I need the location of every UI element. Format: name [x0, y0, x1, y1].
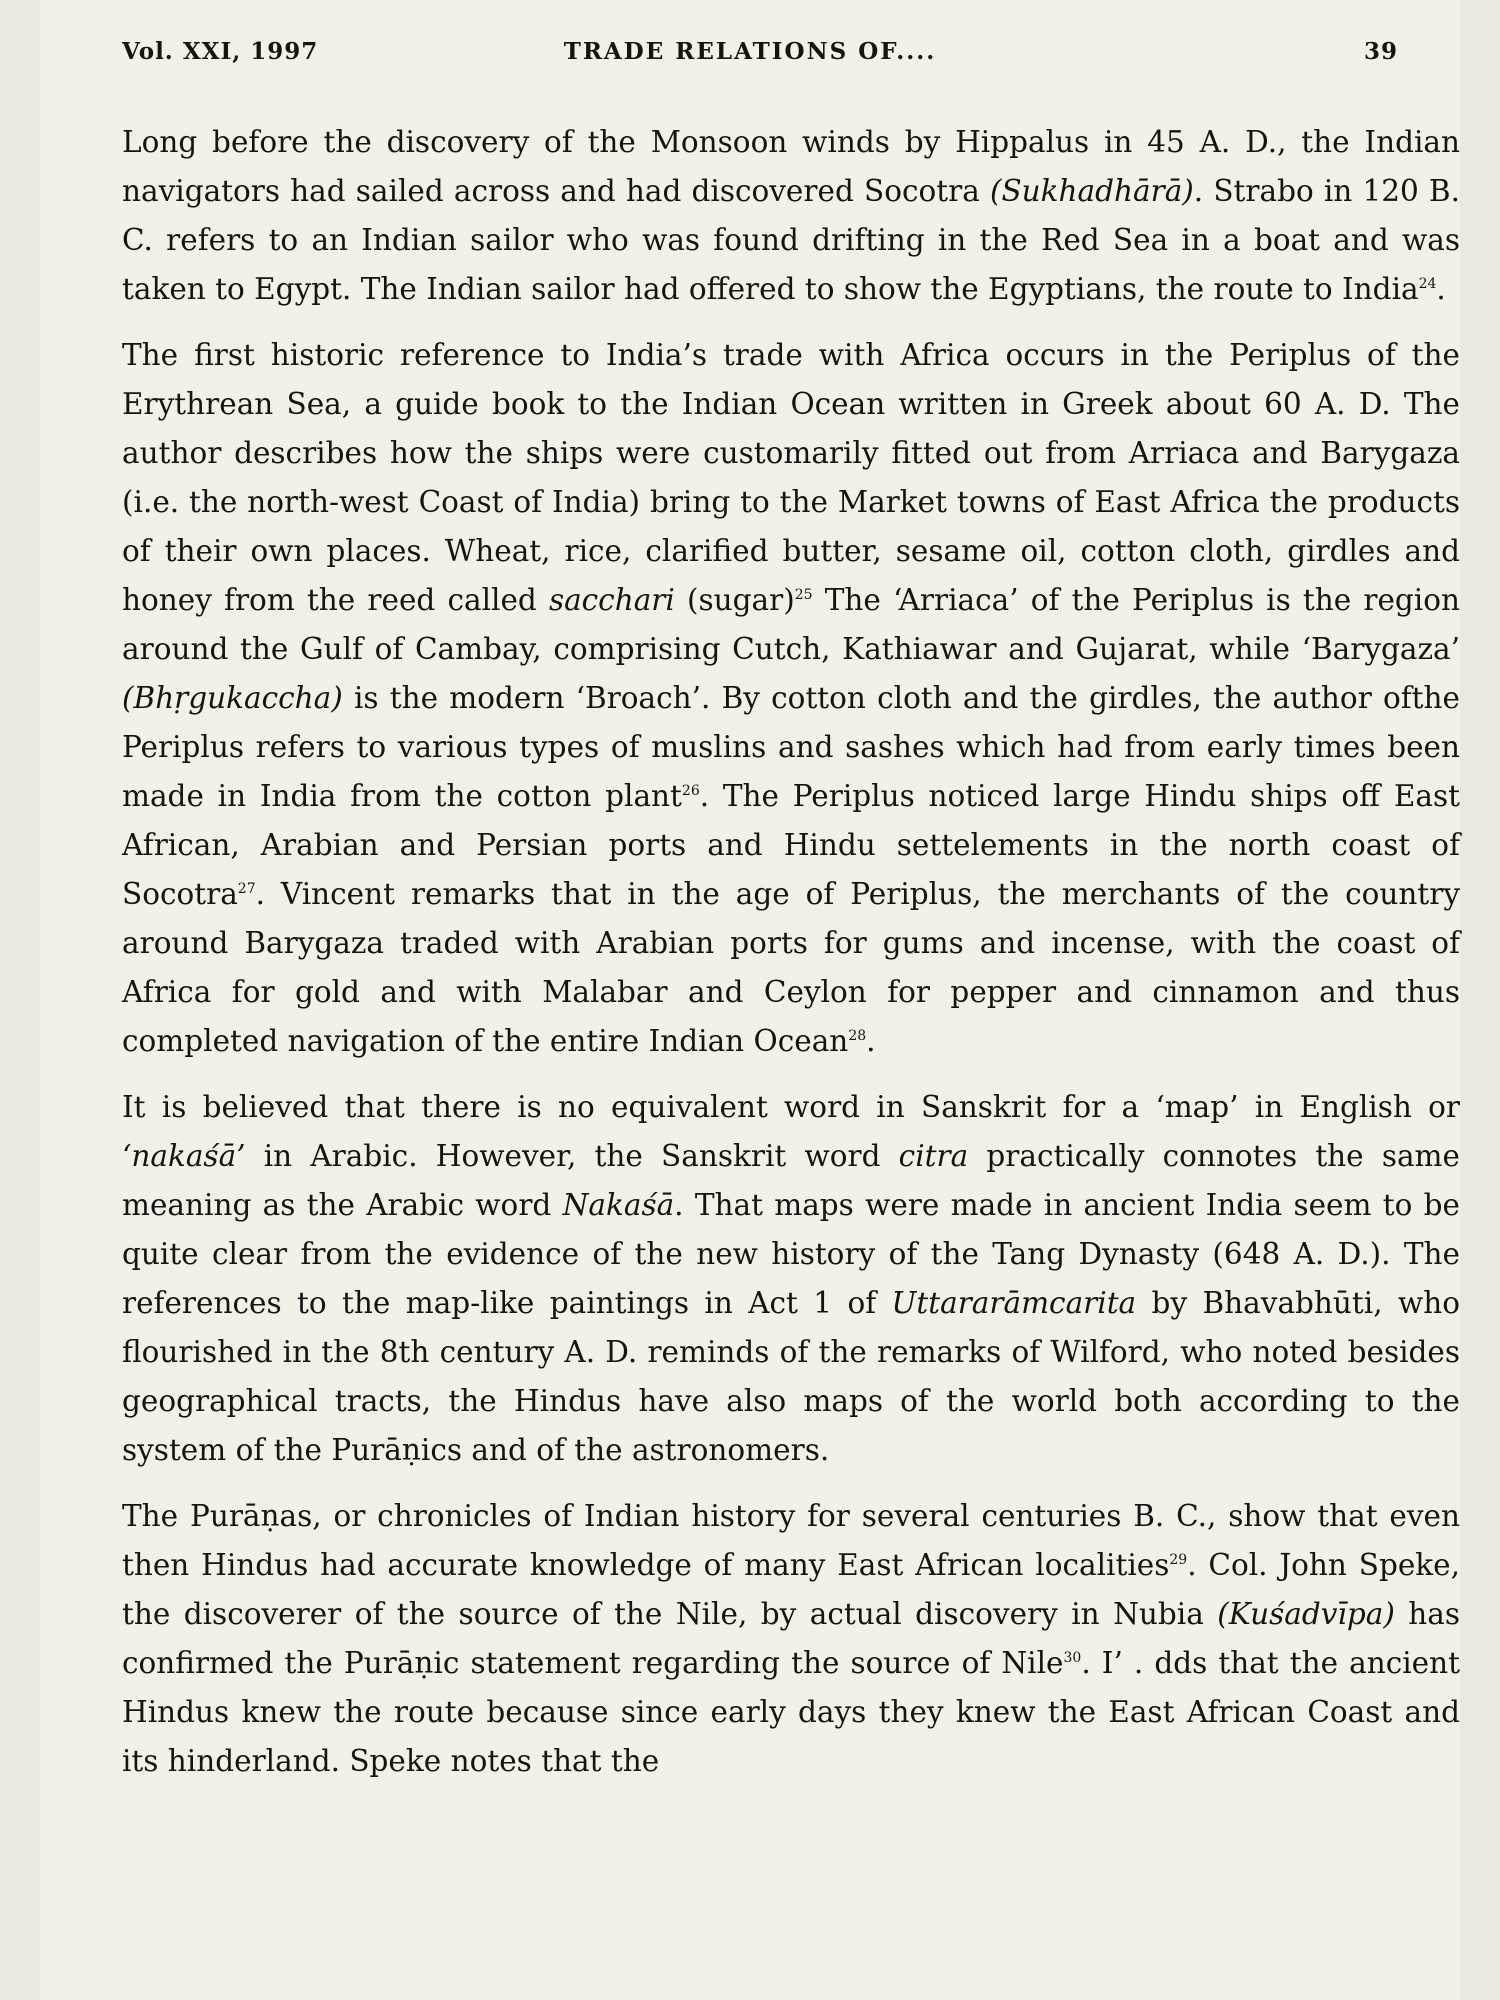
- book-page: [40, 0, 1460, 2000]
- running-header: [82, 38, 1418, 78]
- paragraph: [122, 118, 1460, 314]
- footnote-ref: 28: [848, 1028, 867, 1045]
- paragraph: [122, 1492, 1460, 1786]
- italic-term: citra: [898, 1139, 969, 1173]
- article-title: TRADE RELATIONS OF....: [563, 38, 937, 65]
- text-run: is the modern ‘Broach’. By cotton cloth and the girdles, the author ofthe Periplus refers to various types of muslins and sashes which had from early times been made in India from the cotton plant: [122, 681, 1460, 813]
- italic-term: sacchari: [548, 583, 675, 617]
- footnote-ref: 24: [1418, 276, 1437, 293]
- paragraph: [122, 1083, 1460, 1475]
- text-run: .: [1436, 272, 1446, 306]
- body-text: [122, 118, 1460, 1803]
- italic-term: ‘nakaśā’: [122, 1139, 246, 1173]
- footnote-ref: 29: [1169, 1552, 1188, 1569]
- text-run: has confirmed the Purāṇic statement regarding the source of Nile: [122, 1597, 1461, 1680]
- text-run: in Arabic. However, the Sanskrit word: [245, 1139, 899, 1173]
- page-number: 39: [1363, 38, 1398, 65]
- italic-term: (Kuśadvīpa): [1217, 1597, 1395, 1631]
- text-run: It is believed that there is no equivalent word in Sanskrit for a ‘map’ in English or: [122, 1090, 1460, 1124]
- text-run: The first historic reference to India’s trade with Africa occurs in the Periplus of the Erythrean Sea, a guide book to the Indian Ocean written in Greek about 60 A. D. The author describes how the ships were customarily fitted out from Arriaca and Barygaza (i.e. the north-west Coast of India) bring to the Market towns of East Africa the products of their own places. Wheat, rice, clarified butter, sesame oil, cotton cloth, girdles and honey from the reed called: [122, 338, 1460, 617]
- text-run: by Bhavabhūti, who flourished in the 8th century A. D. reminds of the remarks of Wilford, who noted besides geographical tracts, the Hindus have also maps of the world both according to the system of the Purāṇics and of the astronomers.: [122, 1286, 1460, 1467]
- text-run: The Purāṇas, or chronicles of Indian history for several centuries B. C., show that even then Hindus had accurate knowledge of many East African localities: [122, 1499, 1460, 1582]
- italic-term: (Bhṛgukaccha): [122, 681, 343, 715]
- text-run: practically connotes the same meaning as the Arabic word: [122, 1139, 1460, 1222]
- italic-term: (Sukhadhārā): [989, 174, 1194, 208]
- footnote-ref: 30: [1063, 1650, 1082, 1667]
- footnote-ref: 26: [681, 783, 700, 800]
- paragraph: [122, 331, 1460, 1066]
- italic-term: Nakaśā: [562, 1188, 675, 1222]
- footnote-ref: 25: [794, 587, 813, 604]
- italic-term: Uttararāmcarita: [891, 1286, 1137, 1320]
- text-run: . That maps were made in ancient India seem to be quite clear from the evidence of the new history of the Tang Dynasty (648 A. D.). The references to the map-like paintings in Act 1 of: [122, 1188, 1460, 1320]
- text-run: . I’ . dds that the ancient Hindus knew the route because since early days they knew the East African Coast and its hinderland. Speke notes that the: [122, 1646, 1460, 1778]
- text-run: .: [866, 1024, 876, 1058]
- text-run: (sugar): [674, 583, 795, 617]
- text-run: . Vincent remarks that in the age of Periplus, the merchants of the country around Barygaza traded with Arabian ports for gums and incense, with the coast of Africa for gold and with Malabar and Ceylon for pepper and cinnamon and thus completed navigation of the entire Indian Ocean: [122, 877, 1460, 1058]
- volume-label: Vol. XXI, 1997: [122, 38, 319, 65]
- text-run: The ‘Arriaca’ of the Periplus is the region around the Gulf of Cambay, comprising Cutch, Kathiawar and Gujarat, while ‘Barygaza’: [122, 583, 1461, 666]
- text-run: . Col. John Speke, the discoverer of the source of the Nile, by actual discovery in Nubia: [122, 1548, 1460, 1631]
- text-run: Long before the discovery of the Monsoon winds by Hippalus in 45 A. D., the Indian navigators had sailed across and had discovered Socotra: [122, 125, 1460, 208]
- text-run: . The Periplus noticed large Hindu ships off East African, Arabian and Persian ports and Hindu settelements in the north coast of Socotra: [122, 779, 1461, 911]
- text-run: . Strabo in 120 B. C. refers to an Indian sailor who was found drifting in the Red Sea in a boat and was taken to Egypt. The Indian sailor had offered to show the Egyptians, the route to India: [122, 174, 1460, 306]
- footnote-ref: 27: [237, 881, 256, 898]
